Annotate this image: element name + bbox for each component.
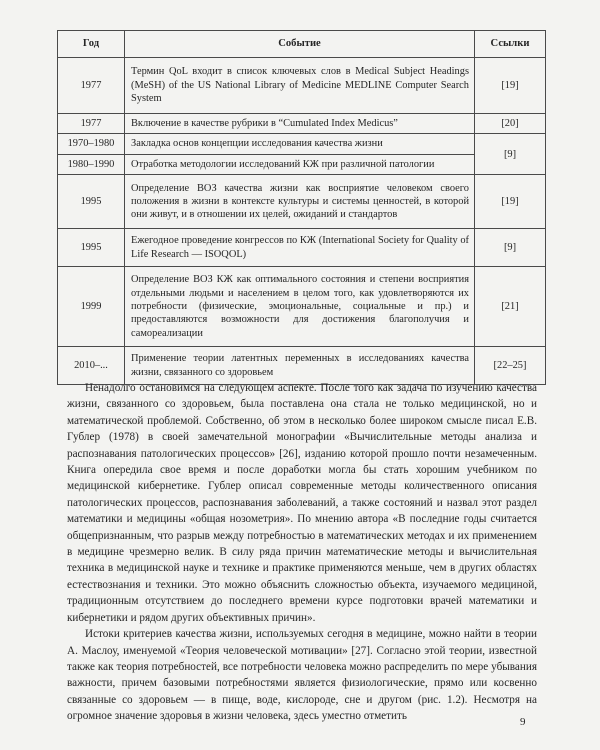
year-cell: 1977 (58, 58, 125, 114)
paragraph: Ненадолго остановимся на следующем аспекте. После того как задача по изучению качества жизни, связанного со здоровьем, была поставлена она стала не только медицинской, но и математической проблемой. Собственно, об этом в несколько более широком смысле писал Е.В. Гублер (1978) в своей замечательной монографии «Вычислительные методы анализа и распознавания патологических процессов» [26], изданию которой прошло почти незамеченным. Книга опередила свое время и после доработки могла бы стать хорошим учебником по медицинской кибернетике. Гублер описал современные методы количественного описания патологических процессов, распознавания заболеваний, а также состояний и назвал этот раздел математики и медицины «общая нозометрия». По мнению автора «В последние годы считается общепризнанным, что разрыв между потребностью в математических методах и их применением в медицине чрезмерно велик. В силу ряда причин математические методы и вычислительная техника в медицинской науке и технике и практике применяются меньше, чем в других областях естествознания и техники. Это можно объяснить сложностью объекта, изучаемого медициной, традиционным отсутствием до последнего времени курсе подготовки врачей математики и кибернетики и рядом других объективных причин». (67, 382, 537, 624)
refs-cell: [20] (475, 114, 546, 134)
table-row (58, 58, 546, 114)
event-cell: Ежегодное проведение конгрессов по КЖ (International Society for Quality of Life Research — ISOQOL) (125, 229, 475, 267)
header-event: Событие (125, 31, 475, 58)
year-cell: 1995 (58, 175, 125, 229)
event-cell: Отработка методологии исследований КЖ при различной патологии (125, 154, 475, 174)
table-row (58, 134, 546, 154)
event-cell: Закладка основ концепции исследования качества жизни (125, 134, 475, 154)
table-row (58, 267, 546, 347)
paragraph: Истоки критериев качества жизни, используемых сегодня в медицине, можно найти в теории А. Маслоу, именуемой «Теория человеческой мотивации» [27]. Согласно этой теории, известной также как теория потребностей, все потребности человека можно распределить по мере убывания важности, причем базовыми потребностями является физиологические, прямо или косвенно связанные со здоровьем — в пище, воде, кислороде, сне и другом (рис. 1.2). Несмотря на огромное значение здоровья в жизни человека, здесь уместно отметить (67, 628, 537, 723)
refs-cell: [9] (475, 229, 546, 267)
event-cell: Определение ВОЗ качества жизни как восприятие человеком своего положения в жизни в контексте культуры и системы ценностей, в которой они живут, и в отношении их целей, ожиданий и стандартов (125, 175, 475, 229)
event-cell: Термин QoL входит в список ключевых слов в Medical Subject Headings (MeSH) of the US National Library of Medicine MEDLINE Computer Search System (125, 58, 475, 114)
refs-cell: [19] (475, 175, 546, 229)
refs-cell: [9] (475, 134, 546, 175)
year-cell: 1970–1980 (58, 134, 125, 154)
history-table (57, 30, 546, 385)
year-cell: 2010–... (58, 347, 125, 385)
body-text (67, 380, 537, 725)
event-cell: Включение в качестве рубрики в “Cumulated Index Medicus” (125, 114, 475, 134)
year-cell: 1999 (58, 267, 125, 347)
table-row (58, 114, 546, 134)
refs-cell: [21] (475, 267, 546, 347)
year-cell: 1977 (58, 114, 125, 134)
refs-cell: [22–25] (475, 347, 546, 385)
table-row (58, 175, 546, 229)
event-cell: Применение теории латентных переменных в исследованиях качества жизни, связанного со здоровьем (125, 347, 475, 385)
refs-cell: [19] (475, 58, 546, 114)
year-cell: 1995 (58, 229, 125, 267)
table-row (58, 154, 546, 174)
header-year: Год (58, 31, 125, 58)
year-cell: 1980–1990 (58, 154, 125, 174)
table-header-row (58, 31, 546, 58)
event-cell: Определение ВОЗ КЖ как оптимального состояния и степени восприятия отдельными людьми и населением в целом того, как удовлетворяются их потребности (физические, эмоциональные, социальные и пр.) и предоставляются возможности для достижения благополучия и самореализации (125, 267, 475, 347)
page-number: 9 (520, 716, 526, 728)
header-refs: Ссылки (475, 31, 546, 58)
table-row (58, 229, 546, 267)
